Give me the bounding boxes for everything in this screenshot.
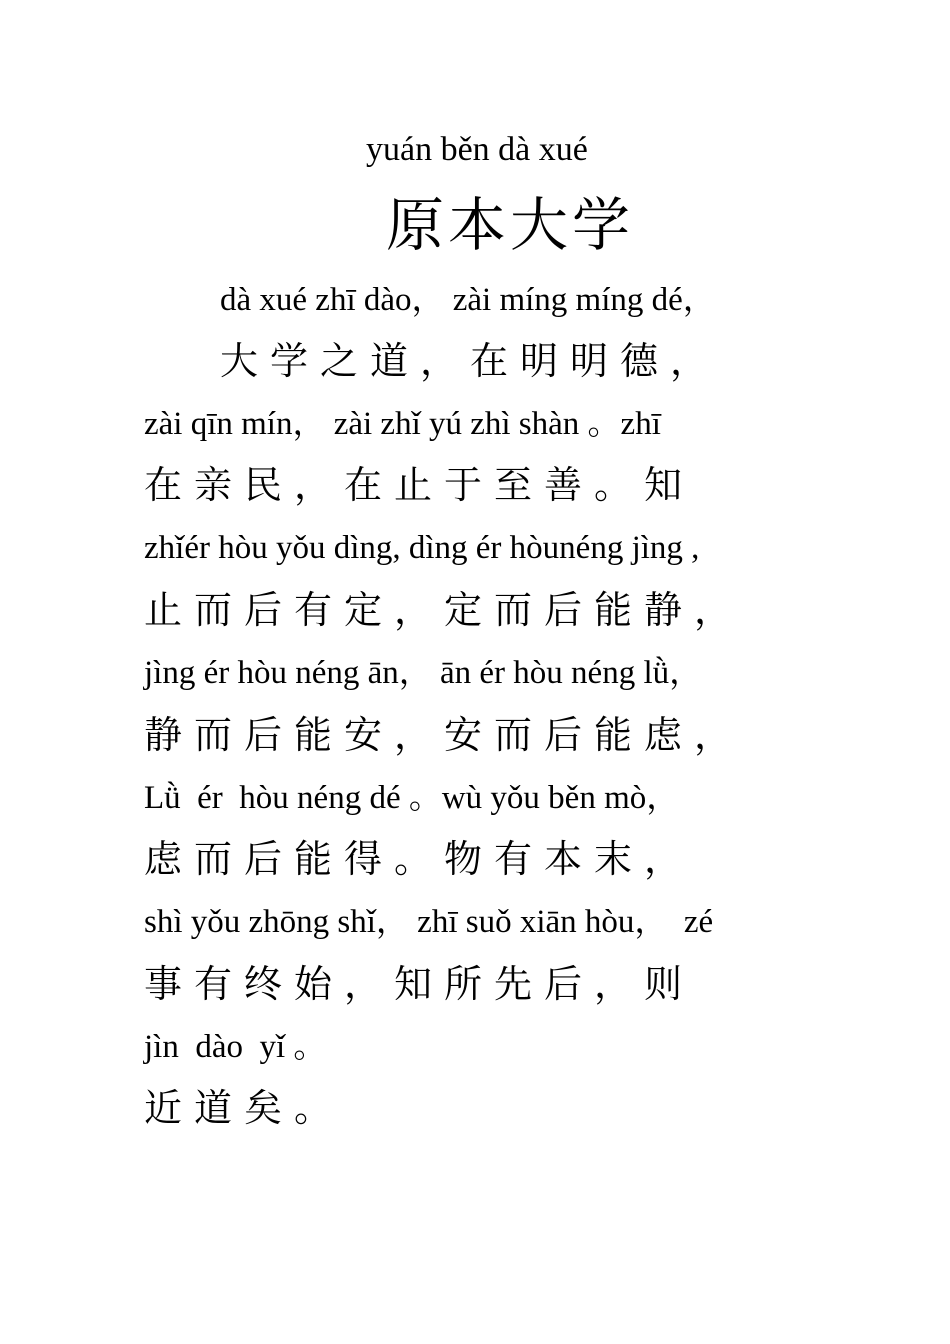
line-1-pinyin: dà xué zhī dào， zài míng míng dé， (220, 282, 716, 318)
line-3-hanzi: 止而后有定，定而后能静， (144, 588, 745, 632)
line-4-hanzi: 静而后能安，安而后能虑， (144, 713, 745, 757)
line-3-pinyin: zhǐér hòu yǒu dìng, dìng ér hòunéng jìng , (144, 530, 700, 566)
title-pinyin: yuán běn dà xué (366, 131, 588, 168)
line-5-pinyin: Lǜ ér hòu néng dé 。wù yǒu běn mò， (144, 780, 680, 816)
line-6-hanzi: 事有终始，知所先后，则 (144, 962, 695, 1006)
title-hanzi: 原本大学 (386, 191, 635, 259)
line-1-hanzi: 大学之道，在明明德， (220, 339, 721, 383)
line-4-pinyin: jìng ér hòu néng ān， ān ér hòu néng lǜ， (144, 655, 703, 691)
line-7-pinyin: jìn dào yǐ 。 (144, 1029, 327, 1065)
line-2-hanzi: 在亲民，在止于至善。知 (144, 463, 695, 507)
line-6-pinyin: shì yǒu zhōng shǐ， zhī suǒ xiān hòu， zé (144, 904, 714, 940)
line-2-pinyin: zài qīn mín， zài zhǐ yú zhì shàn 。zhī (144, 406, 661, 442)
line-5-hanzi: 虑而后能得。物有本末， (144, 837, 695, 881)
line-7-hanzi: 近道矣。 (144, 1086, 345, 1130)
